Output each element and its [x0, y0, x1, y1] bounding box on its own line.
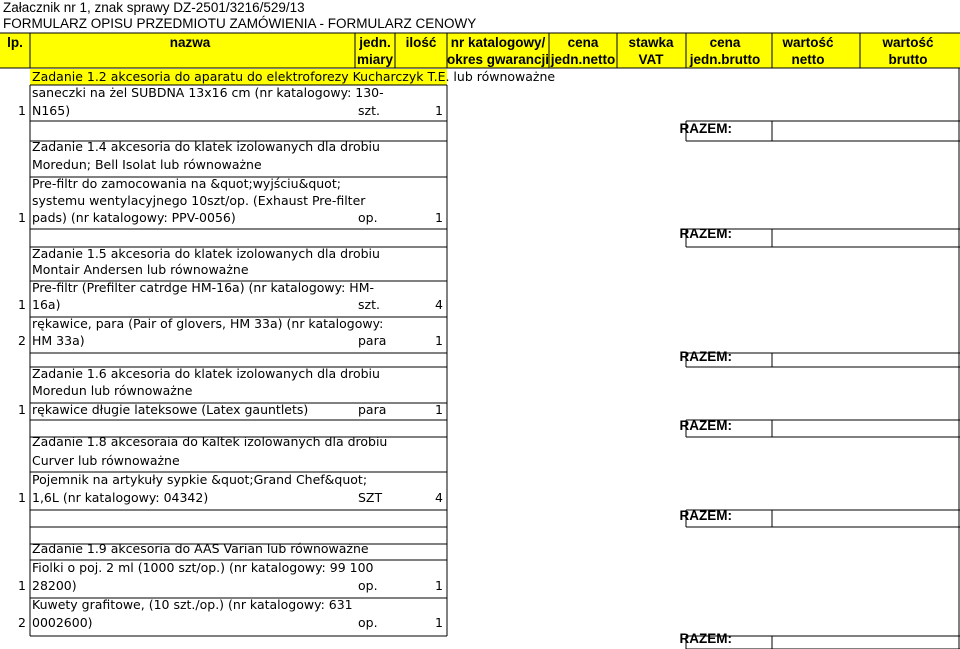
col-net-price-header: cena: [567, 35, 599, 50]
col-gross-value-header-2: brutto: [888, 52, 928, 67]
section-title: Zadanie 1.6 akcesoria do klatek izolowanych dla drobiu: [32, 366, 380, 381]
razem-label: RAZEM:: [679, 508, 732, 523]
col-unit-header: jedn.: [359, 35, 391, 50]
item-unit: szt.: [358, 297, 380, 312]
col-gross-price-header: cena: [709, 35, 741, 50]
item-unit: para: [358, 333, 387, 348]
item-name: rękawice, para (Pair of glovers, HM 33a) (nr katalogowy:: [32, 316, 384, 331]
item-name: Pojemnik na artykuły sypkie &quot;Grand Chef&quot;: [32, 472, 368, 487]
item-qty: 1: [435, 402, 443, 417]
form-title: FORMULARZ OPISU PRZEDMIOTU ZAMÓWIENIA - FORMULARZ CENOWY: [3, 16, 477, 31]
section-title: Zadanie 1.9 akcesoria do AAS Varian lub równoważne: [32, 541, 369, 556]
razem-label: RAZEM:: [679, 418, 732, 433]
item-name: rękawice długie lateksowe (Latex gauntlets): [32, 402, 309, 417]
item-name: Pre-filtr do zamocowania na &quot;wyjściu&quot;: [32, 176, 341, 191]
section-title: Zadanie 1.8 akcesoraia do kaltek izolowanych dla drobiu: [32, 434, 388, 449]
item-name: pads) (nr katalogowy: PPV-0056): [32, 210, 236, 225]
item-name: 1,6L (nr katalogowy: 04342): [32, 490, 209, 505]
col-qty-header: ilość: [405, 35, 437, 50]
razem-label: RAZEM:: [679, 631, 732, 646]
section-title: Moredun; Bell Isolat lub równoważne: [32, 157, 262, 172]
razem-label: RAZEM:: [679, 226, 732, 241]
item-qty: 1: [435, 615, 443, 630]
col-vat-header-2: VAT: [638, 52, 664, 67]
item-unit: op.: [358, 615, 378, 630]
section-title: Zadanie 1.2 akcesoria do aparatu do elektroforezy Kucharczyk T.E. lub równoważne: [32, 69, 556, 84]
col-catalog-header: nr katalogowy/: [450, 35, 546, 50]
item-lp: 2: [18, 615, 26, 630]
col-catalog-header-2: okres gwarancji: [446, 52, 550, 67]
col-gross-value-header: wartość: [882, 35, 934, 50]
item-lp: 1: [18, 210, 26, 225]
col-name-header: nazwa: [169, 35, 211, 50]
item-lp: 1: [18, 103, 26, 118]
item-name: 16a): [32, 297, 61, 312]
col-vat-header: stawka: [628, 35, 674, 50]
item-unit: para: [358, 402, 387, 417]
item-unit: szt.: [358, 103, 380, 118]
razem-label: RAZEM:: [679, 349, 732, 364]
section-title: Montair Andersen lub równoważne: [32, 262, 249, 277]
item-name: 0002600): [32, 615, 93, 630]
section-title: Zadanie 1.4 akcesoria do klatek izolowanych dla drobiu: [32, 139, 380, 154]
col-gross-price-header-2: jedn.brutto: [689, 52, 761, 67]
item-unit: op.: [358, 210, 378, 225]
item-unit: op.: [358, 578, 378, 593]
razem-label: RAZEM:: [679, 121, 732, 136]
item-name: N165): [32, 103, 71, 118]
attachment-line: Załacznik nr 1, znak sprawy DZ-2501/3216/529/13: [3, 0, 305, 15]
col-lp-header: lp.: [7, 35, 23, 50]
item-name: saneczki na żel SUBDNA 13x16 cm (nr katalogowy: 130-: [32, 85, 384, 100]
section-title: Moredun lub równoważne: [32, 383, 193, 398]
item-lp: 1: [18, 578, 26, 593]
item-lp: 1: [18, 490, 26, 505]
item-qty: 1: [435, 578, 443, 593]
section-title: Zadanie 1.5 akcesoria do klatek izolowanych dla drobiu: [32, 246, 380, 261]
col-unit-header-2: miary: [356, 52, 394, 67]
item-name: systemu wentylacyjnego 10szt/op. (Exhaust Pre-filter: [32, 193, 366, 208]
item-qty: 4: [435, 490, 443, 505]
section-title: Curver lub równoważne: [32, 453, 180, 468]
col-net-value-header-2: netto: [791, 52, 825, 67]
item-lp: 1: [18, 297, 26, 312]
item-name: HM 33a): [32, 333, 85, 348]
item-name: Fiolki o poj. 2 ml (1000 szt/op.) (nr katalogowy: 99 100: [32, 560, 374, 575]
item-qty: 1: [435, 333, 443, 348]
item-qty: 4: [435, 297, 443, 312]
item-lp: 1: [18, 402, 26, 417]
item-name: 28200): [32, 578, 77, 593]
item-unit: SZT: [358, 490, 383, 505]
item-qty: 1: [435, 103, 443, 118]
item-lp: 2: [18, 333, 26, 348]
col-net-value-header: wartość: [782, 35, 834, 50]
col-net-price-header-2: jedn.netto: [550, 52, 616, 67]
item-name: Kuwety grafitowe, (10 szt./op.) (nr katalogowy: 631: [32, 597, 353, 612]
item-name: Pre-filtr (Prefilter catrdge HM-16a) (nr katalogowy: HM-: [32, 280, 374, 295]
item-qty: 1: [435, 210, 443, 225]
